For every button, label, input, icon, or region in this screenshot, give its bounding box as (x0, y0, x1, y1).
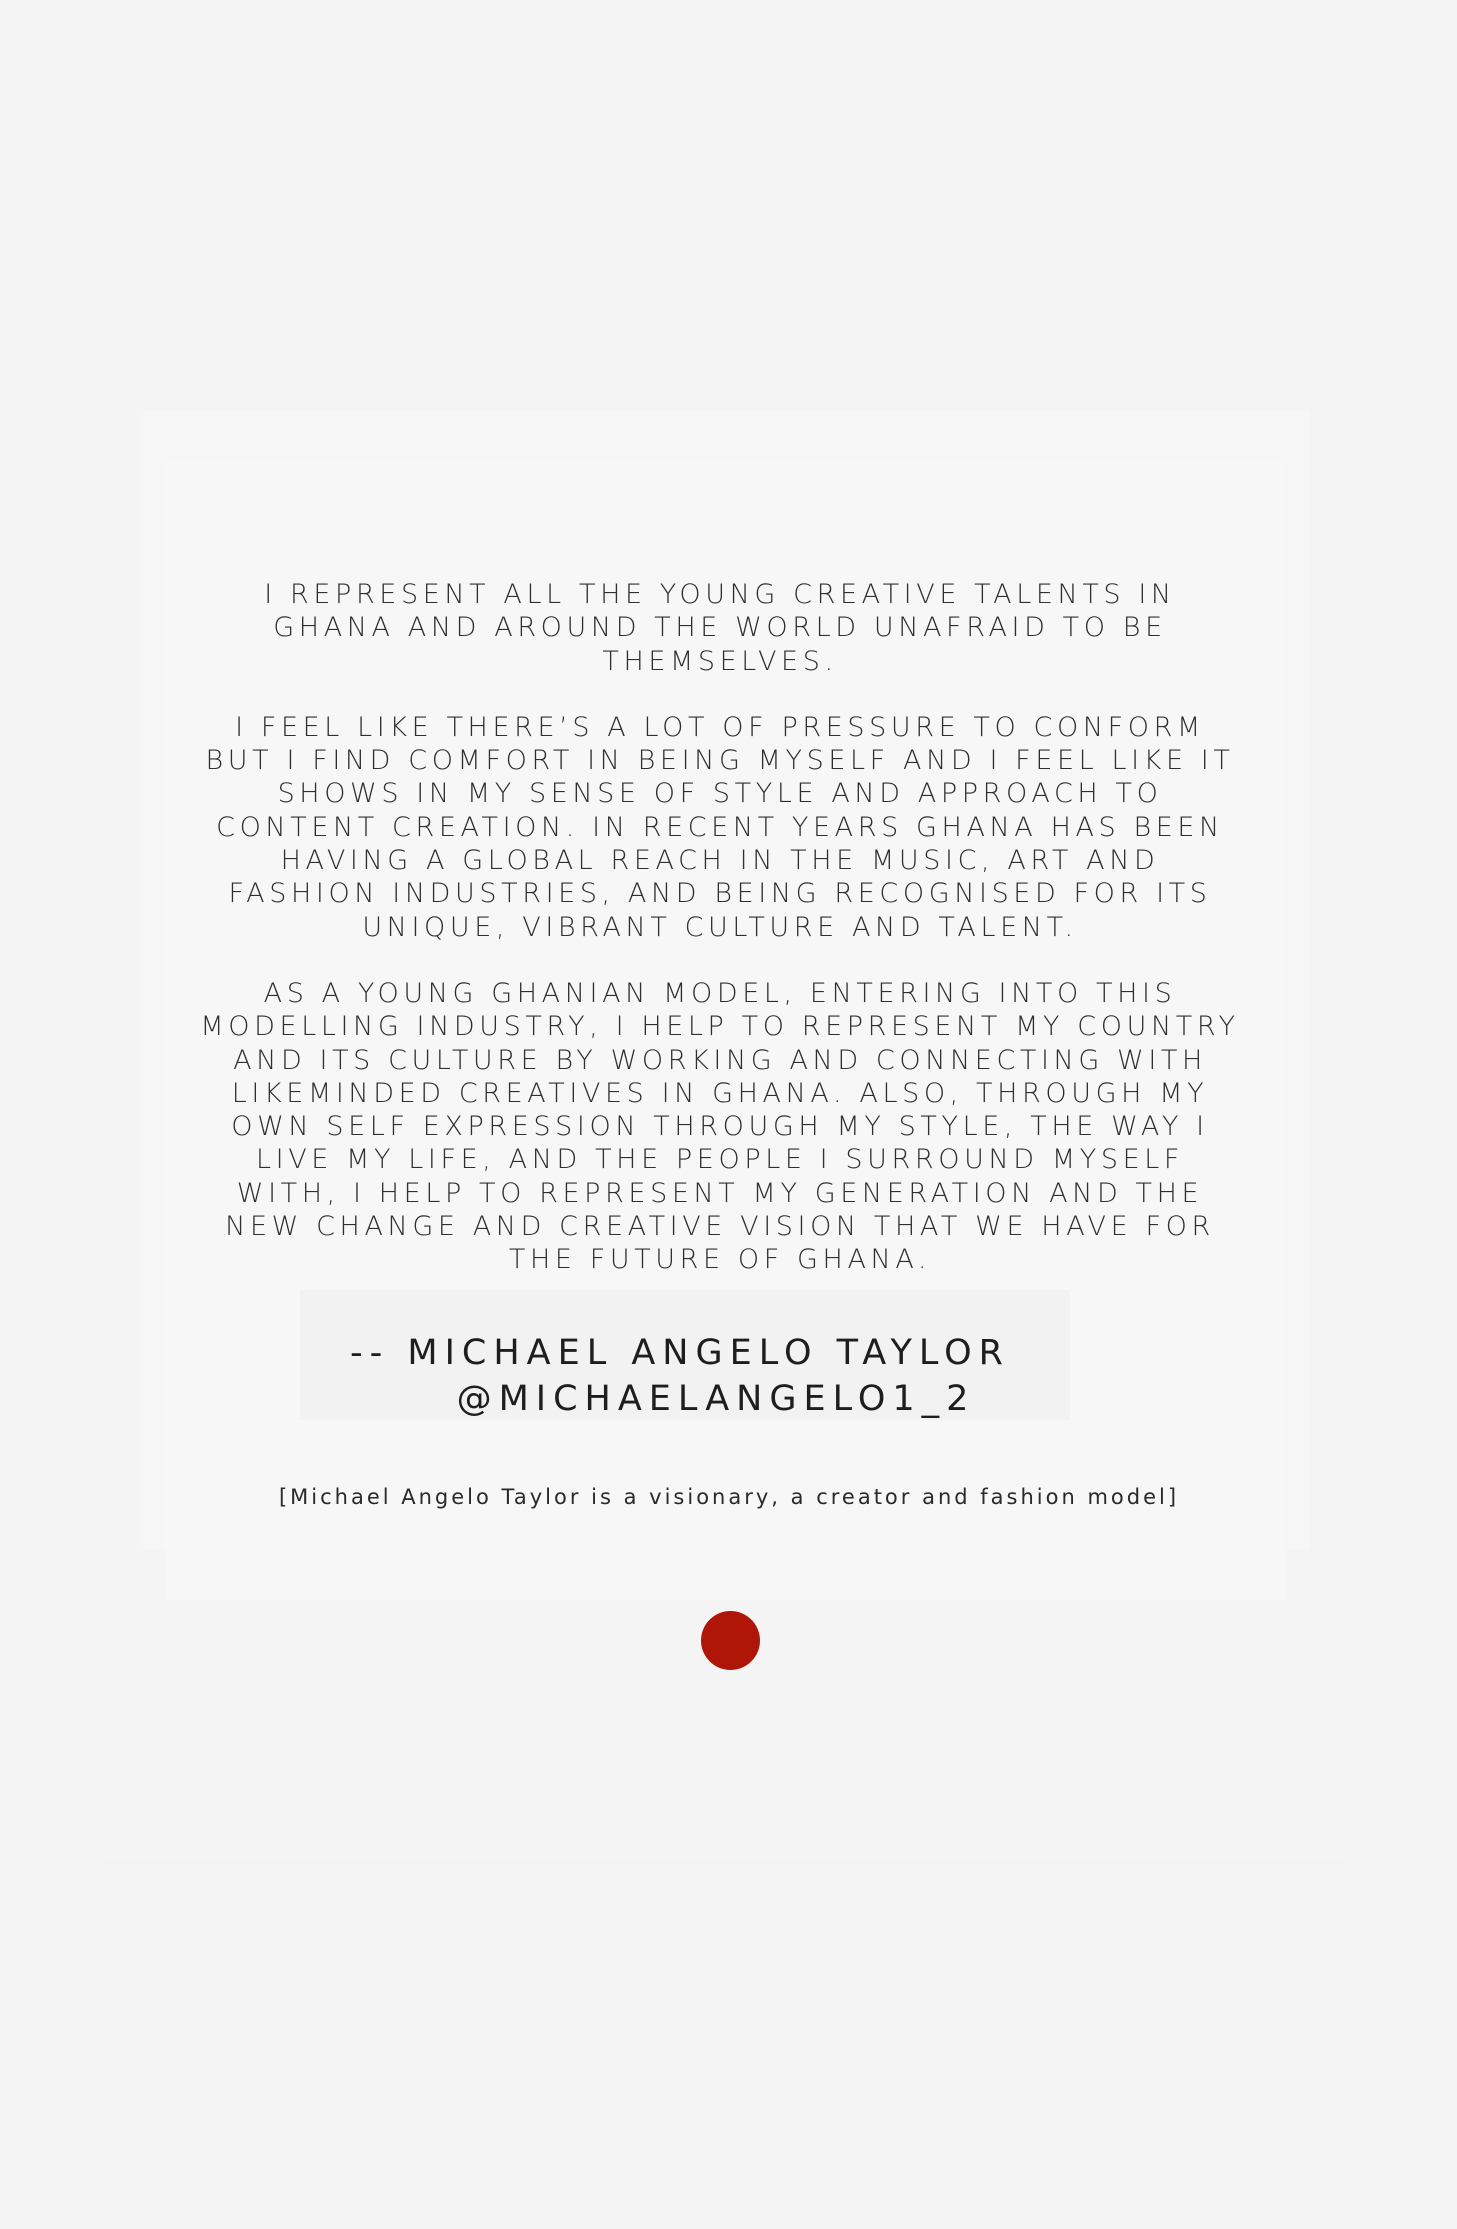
quote-paragraph-2: I FEEL LIKE THERE’S A LOT OF PRESSURE TO CONFORM BUT I FIND COMFORT IN BEING MYSELF AND I FEEL LIKE IT SHOWS IN MY SENSE OF STYLE AND APPROACH TO CONTENT CREATION. IN RECENT YEARS GHANA HAS BEEN HAVING A GLOBAL REACH IN THE MUSIC, ART AND FASHION INDUSTRIES, AND BEING RECOGNISED FOR ITS UNIQUE, VIBRANT CULTURE AND TALENT. (205, 711, 1235, 943)
signature-block (260, 1330, 1100, 1422)
author-name: -- MICHAEL ANGELO TAYLOR (349, 1333, 1011, 1373)
quote-paragraph-3: AS A YOUNG GHANIAN MODEL, ENTERING INTO THIS MODELLING INDUSTRY, I HELP TO REPRESENT MY COUNTRY AND ITS CULTURE BY WORKING AND CONNECTING WITH LIKEMINDED CREATIVES IN GHANA. ALSO, THROUGH MY OWN SELF EXPRESSION THROUGH MY STYLE, THE WAY I LIVE MY LIFE, AND THE PEOPLE I SURROUND MYSELF WITH, I HELP TO REPRESENT MY GENERATION AND THE NEW CHANGE AND CREATIVE VISION THAT WE HAVE FOR THE FUTURE OF GHANA. (200, 977, 1240, 1276)
red-dot-ornament (701, 1611, 760, 1670)
author-handle: @MICHAELANGELO1_2 (456, 1379, 976, 1419)
author-caption: [Michael Angelo Taylor is a visionary, a creator and fashion model] (278, 1485, 1180, 1509)
quote-paragraph-1: I REPRESENT ALL THE YOUNG CREATIVE TALENTS IN GHANA AND AROUND THE WORLD UNAFRAID TO BE THEMSELVES. (264, 579, 1176, 677)
quote-body (180, 578, 1260, 1310)
